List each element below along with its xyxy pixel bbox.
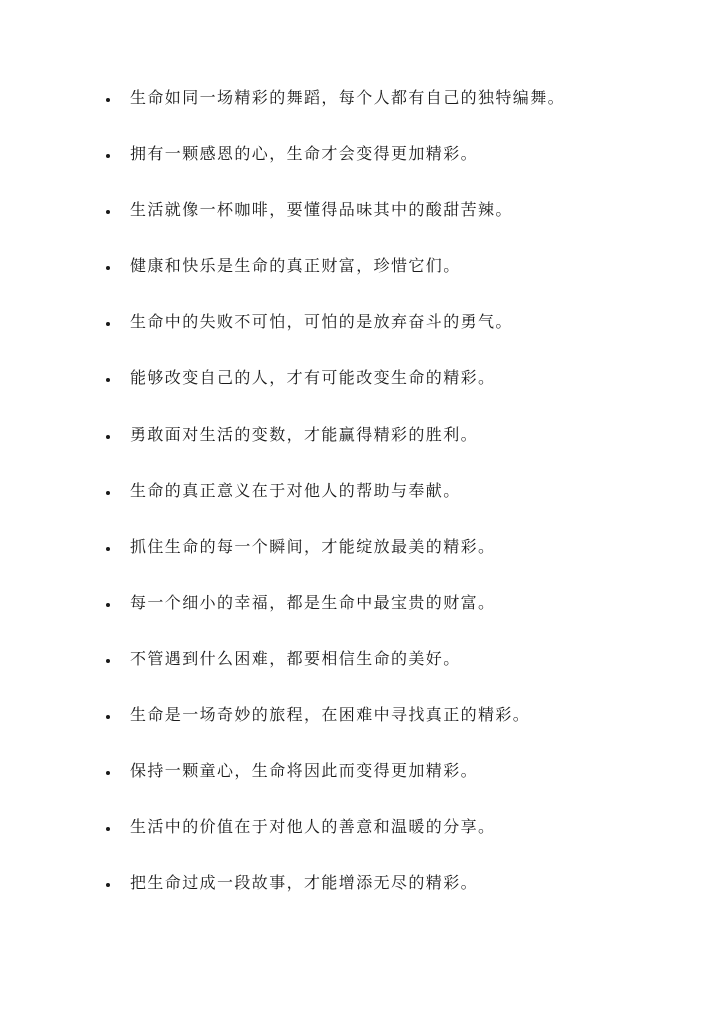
list-item-text: 生活中的价值在于对他人的善意和温暖的分享。	[130, 817, 496, 837]
list-item-text: 保持一颗童心，生命将因此而变得更加精彩。	[130, 761, 479, 781]
bullet-point	[106, 322, 110, 326]
bullet-point	[106, 771, 110, 775]
bullet-point	[106, 491, 110, 495]
bullet-point	[106, 154, 110, 158]
bullet-list	[106, 86, 686, 927]
bullet-point	[106, 547, 110, 551]
list-item-text: 每一个细小的幸福，都是生命中最宝贵的财富。	[130, 592, 496, 612]
list-item-text: 勇敢面对生活的变数，才能赢得精彩的胜利。	[130, 424, 479, 444]
list-item	[106, 703, 686, 759]
list-item	[106, 871, 686, 927]
list-item-text: 不管遇到什么困难，都要相信生命的美好。	[130, 648, 461, 668]
bullet-point	[106, 435, 110, 439]
list-item	[106, 198, 686, 254]
list-item-text: 能够改变自己的人，才有可能改变生命的精彩。	[130, 368, 496, 388]
list-item	[106, 142, 686, 198]
list-item-text: 生活就像一杯咖啡，要懂得品味其中的酸甜苦辣。	[130, 200, 513, 220]
bullet-point	[106, 210, 110, 214]
bullet-point	[106, 715, 110, 719]
list-item	[106, 254, 686, 310]
bullet-point	[106, 659, 110, 663]
bullet-point	[106, 378, 110, 382]
list-item-text: 拥有一颗感恩的心，生命才会变得更加精彩。	[130, 144, 479, 164]
list-item	[106, 591, 686, 647]
list-item-text: 健康和快乐是生命的真正财富，珍惜它们。	[130, 256, 461, 276]
list-item	[106, 647, 686, 703]
list-item	[106, 423, 686, 479]
bullet-point	[106, 827, 110, 831]
bullet-point	[106, 266, 110, 270]
list-item	[106, 815, 686, 871]
bullet-point	[106, 603, 110, 607]
list-item-text: 生命是一场奇妙的旅程，在困难中寻找真正的精彩。	[130, 705, 531, 725]
list-item	[106, 310, 686, 366]
list-item	[106, 86, 686, 142]
list-item	[106, 366, 686, 422]
list-item	[106, 759, 686, 815]
list-item	[106, 535, 686, 591]
list-item-text: 把生命过成一段故事，才能增添无尽的精彩。	[130, 873, 479, 893]
bullet-point	[106, 883, 110, 887]
list-item-text: 抓住生命的每一个瞬间，才能绽放最美的精彩。	[130, 536, 496, 556]
list-item-text: 生命如同一场精彩的舞蹈，每个人都有自己的独特编舞。	[130, 88, 566, 107]
list-item-text: 生命的真正意义在于对他人的帮助与奉献。	[130, 480, 461, 500]
list-item-text: 生命中的失败不可怕，可怕的是放弃奋斗的勇气。	[130, 312, 513, 332]
bullet-point	[106, 98, 110, 102]
list-item	[106, 479, 686, 535]
